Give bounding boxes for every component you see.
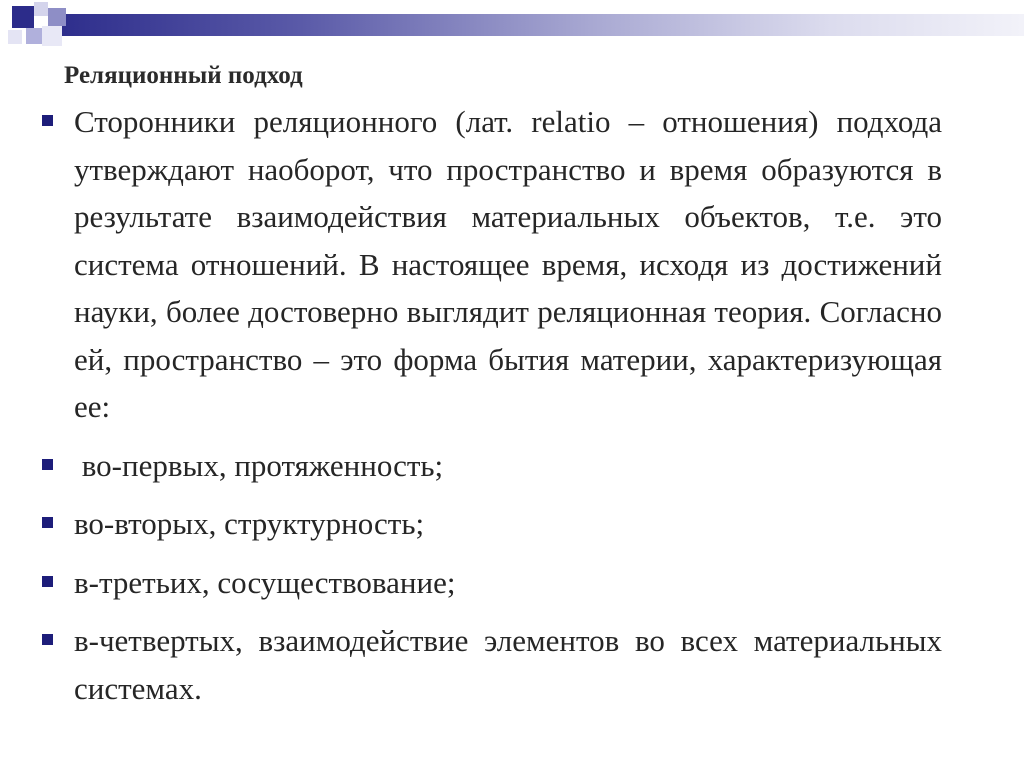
square-bullet-icon — [42, 576, 53, 587]
bullet-item — [38, 500, 942, 548]
bullet-text: в-третьих, сосуществование; — [74, 564, 456, 600]
deco-square — [8, 30, 22, 44]
deco-square — [12, 6, 34, 28]
deco-square — [48, 8, 66, 26]
slide-title: Реляционный подход — [64, 62, 303, 89]
deco-square — [34, 2, 48, 16]
bullet-text: во-первых, протяженность; — [74, 447, 444, 483]
bullet-item — [38, 559, 942, 607]
bullet-list — [38, 98, 942, 712]
bullet-item — [38, 98, 942, 431]
deco-square — [42, 26, 62, 46]
bullet-item — [38, 617, 942, 712]
bullet-text: во-вторых, структурность; — [74, 506, 425, 541]
square-bullet-icon — [42, 634, 53, 645]
square-bullet-icon — [42, 459, 53, 470]
bullet-text: в-четвертых, взаимодействие элементов во всех материальных системах. — [74, 623, 942, 706]
square-bullet-icon — [42, 517, 53, 528]
bullet-text: Сторонники реляционного (лат. relatio – отношения) подхода утверждают наоборот, что пространство и время образуются в результате взаимодействия материальных объектов, т.е. это система отношений. В настоящее время, исходя из достижений науки, более достоверно выглядит реляционная теория. Согласно ей, пространство – это форма бытия материи, характеризующая ее: — [74, 104, 942, 424]
header-decorative-bar — [60, 14, 1024, 36]
corner-decoration — [0, 0, 80, 62]
bullet-item — [38, 442, 942, 490]
deco-square — [26, 28, 42, 44]
square-bullet-icon — [42, 115, 53, 126]
